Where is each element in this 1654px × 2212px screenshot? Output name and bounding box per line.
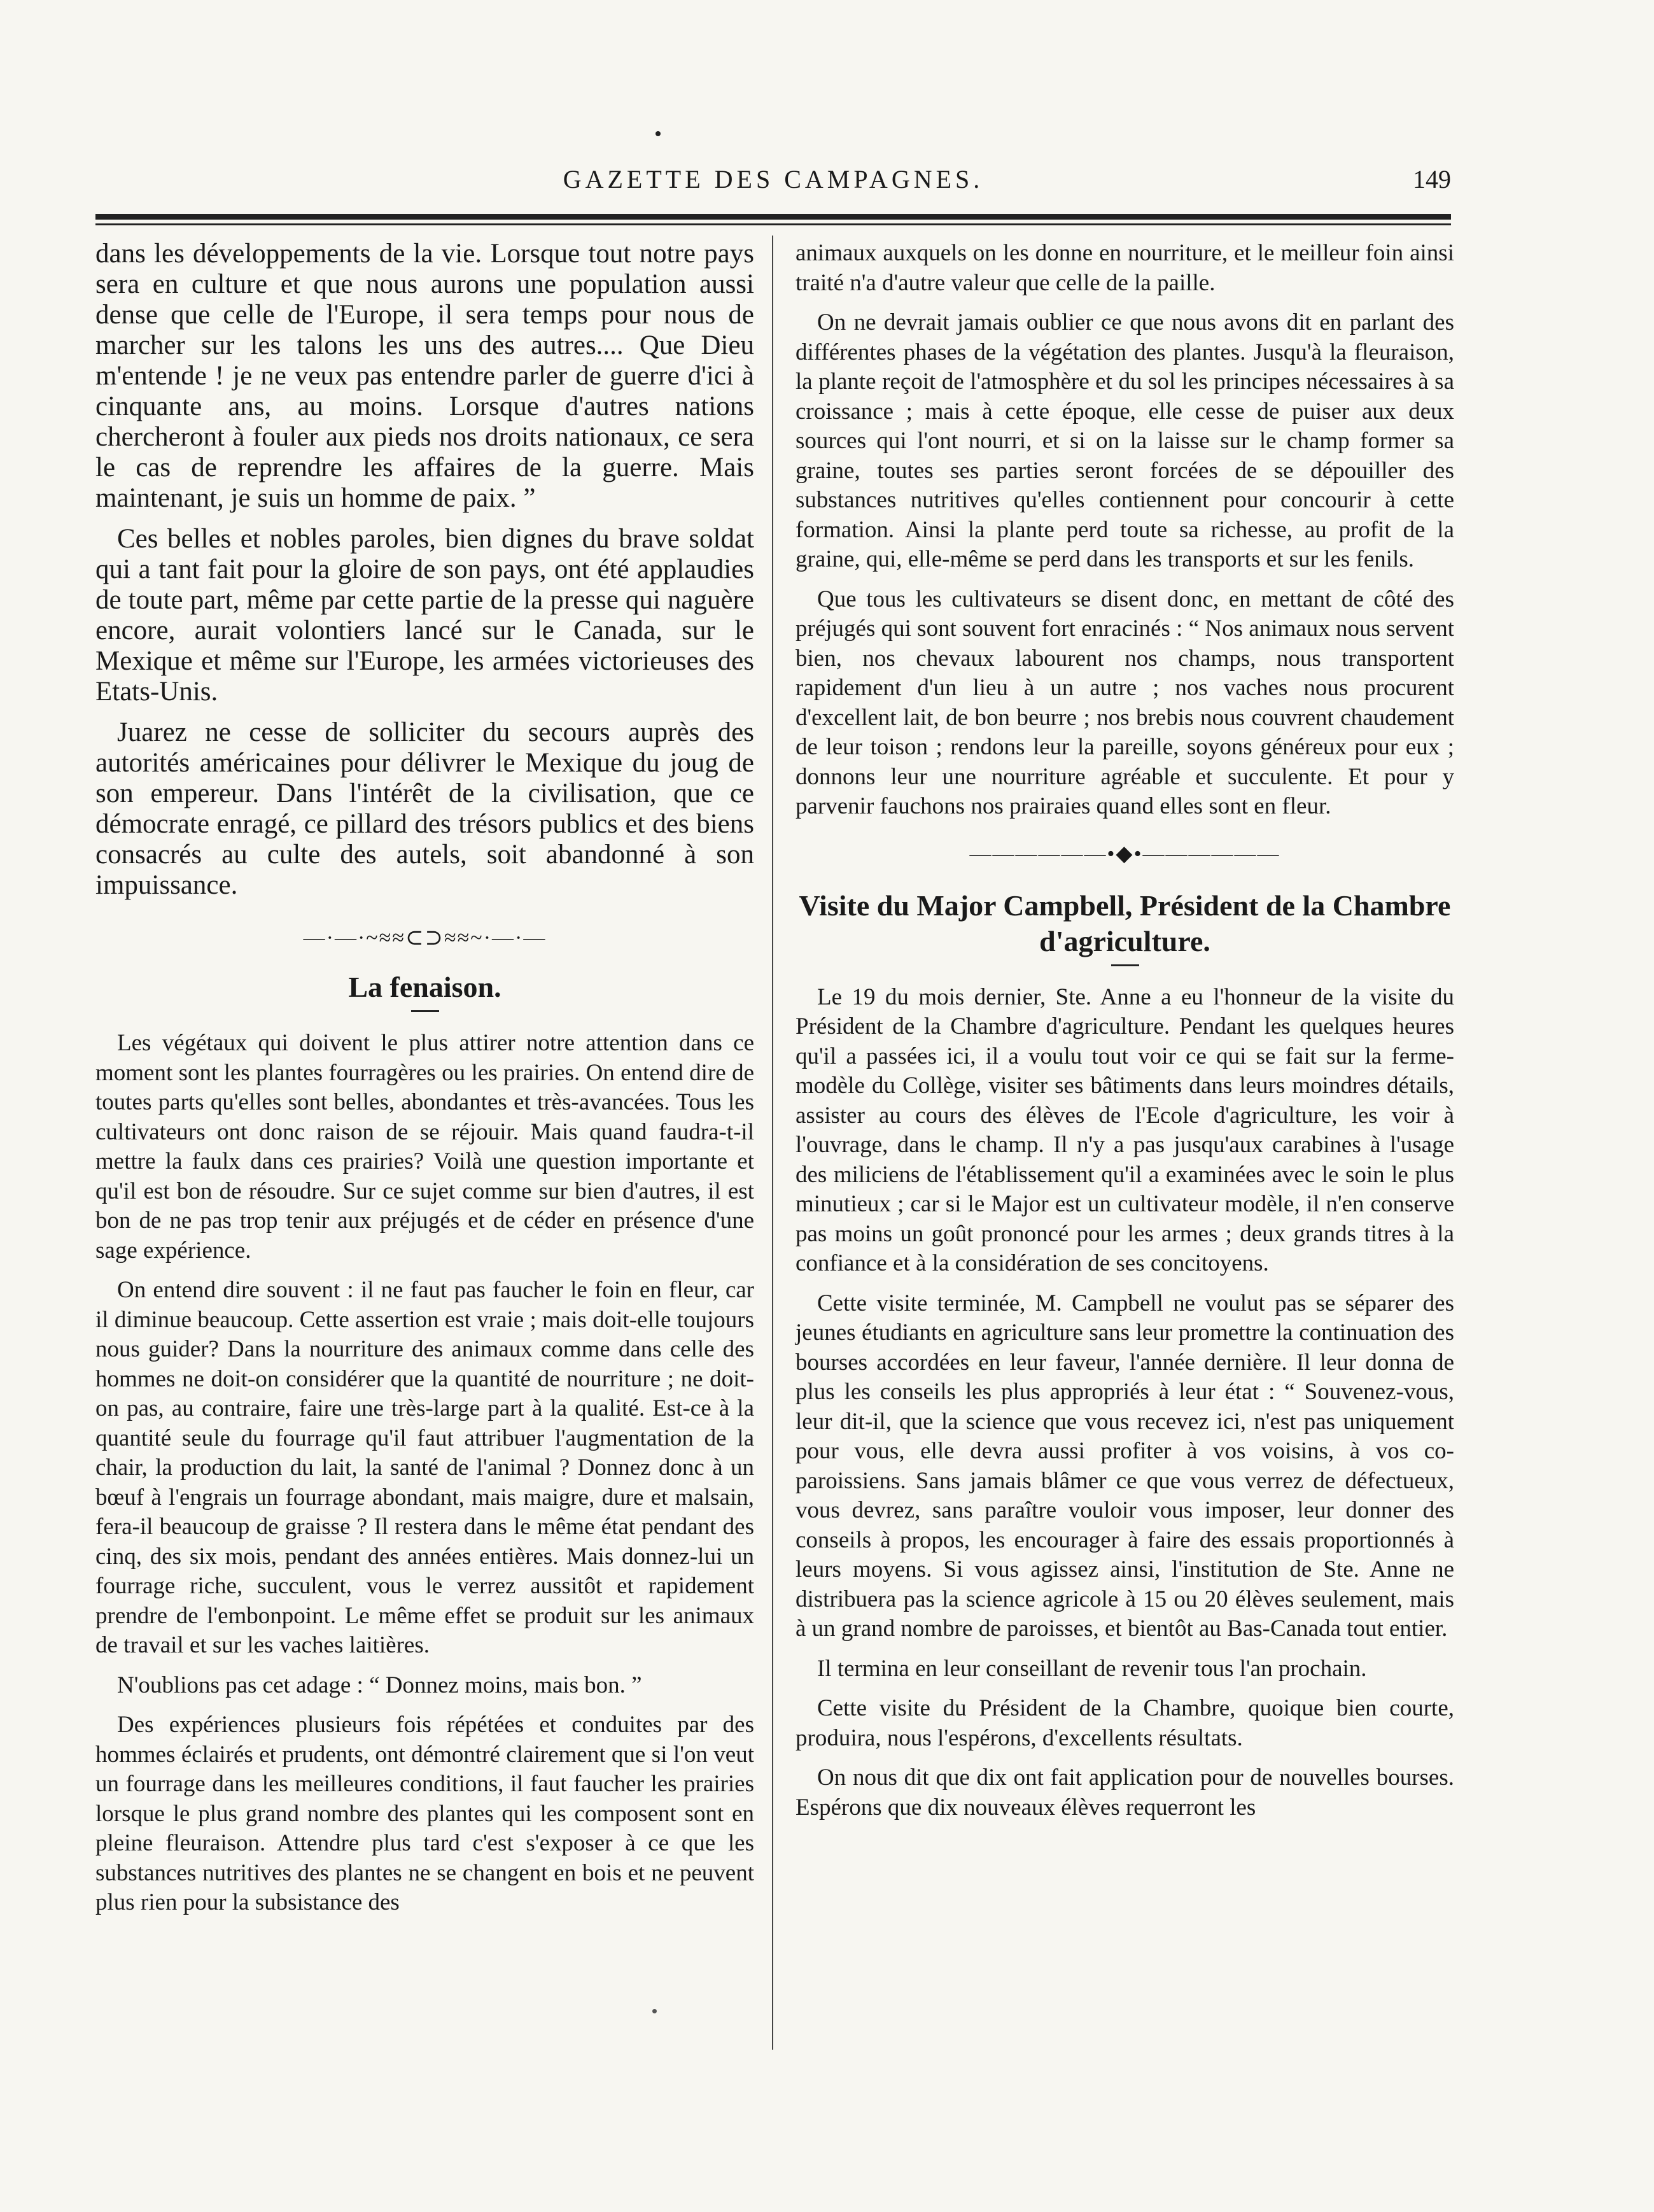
ink-dot xyxy=(655,131,661,136)
running-title: GAZETTE DES CAMPAGNES. xyxy=(563,165,984,194)
paragraph: Juarez ne cesse de solliciter du secours auprès des autorités américaines pour délivrer le Mexique du joug de son empereur. Dans l'intérêt de la civilisation, que ce démocrate enragé, ce pillard des trésors publics et des biens consacrés au culte des autels, soit abandonné à son impuissance. xyxy=(95,717,754,900)
paragraph: N'oublions pas cet adage : “ Donnez moins, mais bon. ” xyxy=(117,1672,642,1698)
left-column xyxy=(95,239,754,1928)
right-column xyxy=(795,239,1454,1833)
page-header xyxy=(95,164,1451,202)
article-visite xyxy=(795,983,1454,1823)
paragraph: Ces belles et nobles paroles, bien dignes du brave soldat qui a tant fait pour la gloire de son pays, ont été applaudies de toute part, même par cette partie de la presse qui naguère encore, aurait volontiers lancé sur le Canada, sur le Mexique et même sur l'Europe, les armées victorieuses des Etats-Unis. xyxy=(95,524,754,707)
header-rule-thick xyxy=(95,214,1451,220)
section-title-fenaison: La fenaison. xyxy=(348,971,501,1003)
paragraph: Cette visite du Président de la Chambre, quoique bien courte, produira, nous l'espérons, d'excellents résultats. xyxy=(795,1695,1454,1751)
article-continuation xyxy=(95,239,754,901)
page-number: 149 xyxy=(1413,165,1451,194)
header-rule-thin xyxy=(95,223,1451,225)
title-dash xyxy=(411,1010,439,1012)
paragraph: dans les développements de la vie. Lorsque tout notre pays sera en culture et que nous aurons une population aussi dense que celle de l'Europe, il sera temps pour nous de marcher sur les talons les uns des autres.... Que Dieu m'entende ! je ne veux pas entendre parler de guerre d'ici à cinquante ans, au moins. Lorsque d'autres nations chercheront à fouler aux pieds nos droits nationaux, ce sera le cas de reprendre les affaires de la guerre. Mais maintenant, je suis un homme de paix. ” xyxy=(95,239,754,513)
paragraph: Le 19 du mois dernier, Ste. Anne a eu l'honneur de la visite du Président de la Chambre d'agriculture. Pendant les quelques heures qu'il a passées ici, il a voulu tout voir ce qui se fait sur la ferme-modèle du Collège, visiter ses bâtiments dans leurs moindres détails, assister au cours des élèves de l'Ecole d'agriculture, les voir à l'ouvrage, dans le champ. Il n'y a pas jusqu'aux carabines à l'usage des miliciens de l'établissement qu'il a examinées avec le soin le plus minutieux ; car si le Major est un cultivateur modèle, il n'en conserve pas moins un goût prononcé pour les armes ; deux grands titres à la confiance et à la considération de ses concitoyens. xyxy=(795,983,1454,1276)
paragraph: On ne devrait jamais oublier ce que nous avons dit en parlant des différentes phases de la végétation des plantes. Jusqu'à la fleuraison, la plante reçoit de l'atmosphère et du sol les principes nécessaires à sa croissance ; mais à cette époque, elle cesse de puiser aux deux sources qui l'ont nourri, et si on la laisse sur le champ former sa graine, toutes ses parties seront forcées de se dépouiller des substances nutritives qu'elles contiennent pour concourir à cette formation. Ainsi la plante perd toute sa richesse, au profit de la graine, qui, elle-même se perd dans les transports et sur les fenils. xyxy=(795,309,1454,572)
section-ornament: ——————•◆•—————— xyxy=(969,842,1280,866)
ink-dot xyxy=(652,2009,657,2013)
paragraph: On entend dire souvent : il ne faut pas faucher le foin en fleur, car il diminue beaucoup. Cette assertion est vraie ; mais doit-elle toujours nous guider? Dans la nourriture des animaux comme dans celle des hommes ne doit-on considérer que la quantité de nourriture ; ne doit-on pas, au contraire, faire une très-large part à la qualité. Est-ce à la quantité seule du fourrage qu'il faut attribuer l'augmentation de la chair, la production du lait, la santé de l'animal ? Donnez donc à un bœuf à l'engrais un fourrage abondant, mais maigre, dure et malsain, fera-il beaucoup de graisse ? Il restera dans le même état pendant des cinq, des six mois, pendant des années entières. Mais donnez-lui un fourrage riche, succulent, vous le verrez aussitôt et rapidement prendre de l'embonpoint. Le même effet se produit sur les animaux de travail et sur les vaches laitières. xyxy=(95,1277,754,1658)
article-fenaison xyxy=(95,1029,754,1918)
section-title-visite: Visite du Major Campbell, Président de la Chambre d'agriculture. xyxy=(799,889,1451,957)
paragraph: Les végétaux qui doivent le plus attirer notre attention dans ce moment sont les plantes fourragères ou les prairies. On entend dire de toutes parts qu'elles sont belles, abondantes et très-avancées. Tous les cultivateurs ont donc raison de se réjouir. Mais quand faudra-t-il mettre la faulx dans ces prairies? Voilà une question importante et qu'il est bon de résoudre. Sur ce sujet comme sur bien d'autres, il est bon de ne pas trop tenir aux préjugés et de céder en présence d'une sage expérience. xyxy=(95,1030,754,1264)
paragraph: Il termina en leur conseillant de revenir tous l'an prochain. xyxy=(817,1655,1367,1682)
paragraph: animaux auxquels on les donne en nourriture, et le meilleur foin ainsi traité n'a d'autre valeur que celle de la paille. xyxy=(795,240,1454,296)
section-ornament: —·—·~≈≈⊂⊃≈≈~·—·— xyxy=(303,926,547,950)
paragraph: On nous dit que dix ont fait application pour de nouvelles bourses. Espérons que dix nouveaux élèves requerront les xyxy=(795,1765,1454,1821)
title-dash xyxy=(1111,964,1139,966)
paragraph: Des expériences plusieurs fois répétées et conduites par des hommes éclairés et prudents, ont démontré clairement que si l'on veut un fourrage dans les meilleures conditions, il faut faucher les prairies lorsque le plus grand nombre des plantes qui les composent sont en pleine fleuraison. Attendre plus tard c'est s'exposer à ce que les substances nutritives des plantes ne se changent en bois et ne peuvent plus rien pour la subsistance des xyxy=(95,1712,754,1915)
column-divider xyxy=(772,236,773,2050)
paragraph: Cette visite terminée, M. Campbell ne voulut pas se séparer des jeunes étudiants en agriculture sans leur promettre la continuation des bourses accordées en leur faveur, l'année dernière. Il leur donna de plus les conseils les plus appropriés à leur état : “ Souvenez-vous, leur dit-il, que la science que vous recevez ici, n'est pas uniquement pour vous, elle devra aussi profiter à vos voisins, à vos co-paroissiens. Sans jamais blâmer ce que vous verrez de défectueux, vous devrez, sans paraître vouloir vous imposer, leur donner des conseils à propos, les encourager à faire des essais proportionnés à leurs moyens. Si vous agissez ainsi, l'institution de Ste. Anne ne distribuera pas la science agricole à 15 ou 20 élèves seulement, mais à un grand nombre de paroisses, et bientôt au Bas-Canada tout entier. xyxy=(795,1290,1454,1642)
article-fenaison-continued xyxy=(795,239,1454,822)
newspaper-page xyxy=(95,0,1454,2212)
paragraph: Que tous les cultivateurs se disent donc, en mettant de côté des préjugés qui sont souvent fort enracinés : “ Nos animaux nous servent bien, nos chevaux labourent nos champs, nous transportent rapidement d'un lieu à un autre ; nos vaches nous procurent d'excellent lait, de bon beurre ; nos brebis nous couvrent chaudement de leur toison ; rendons leur la pareille, soyons généreux pour eux ; donnons leur une nourriture agréable et succulente. Et pour y parvenir fauchons nos prairaies quand elles sont en fleur. xyxy=(795,586,1454,819)
